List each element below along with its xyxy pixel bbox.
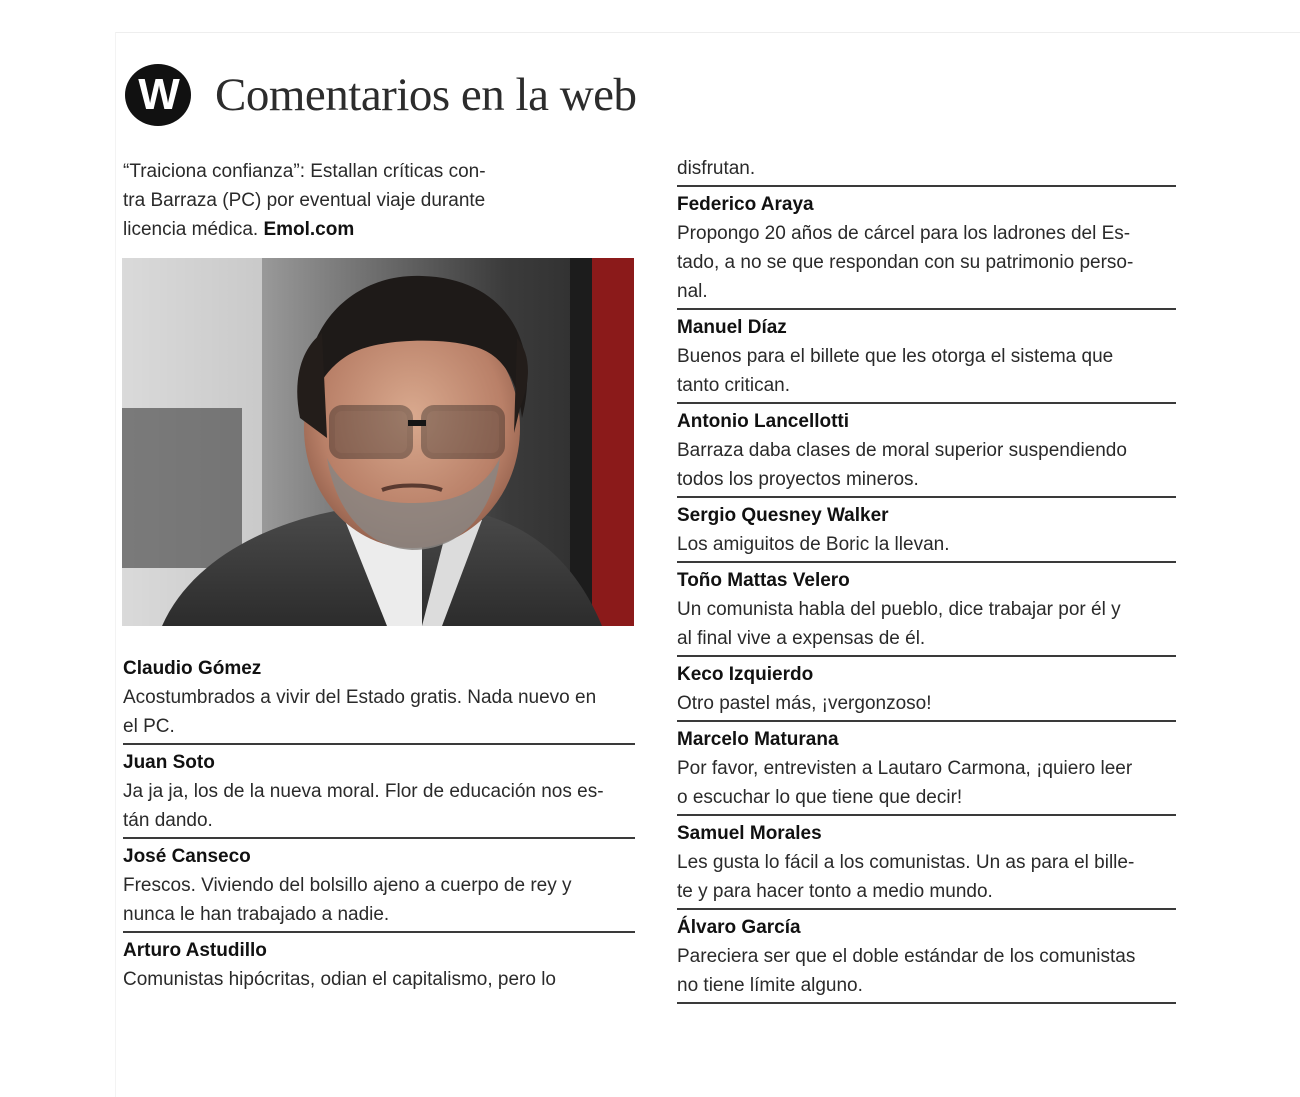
article-headline — [123, 157, 533, 244]
comment — [677, 661, 1176, 722]
comment-text: Propongo 20 años de cárcel para los ladrones del Es- tado, a no se que respondan con su patrimonio perso- nal. — [677, 223, 1134, 302]
comment-author: Juan Soto — [123, 752, 215, 773]
comment-text: Comunistas hipócritas, odian el capitalismo, pero lo — [123, 969, 556, 990]
comment-text: Acostumbrados a vivir del Estado gratis. Nada nuevo en el PC. — [123, 687, 597, 737]
comment-text: Los amiguitos de Boric la llevan. — [677, 534, 950, 555]
headline-line: “Traiciona confianza”: Estallan críticas con- — [123, 161, 486, 182]
comment-author: Sergio Quesney Walker — [677, 505, 889, 526]
section-header — [125, 64, 637, 126]
comment-text: Un comunista habla del pueblo, dice trabajar por él y al final vive a expensas de él. — [677, 599, 1121, 649]
comment-author: Álvaro García — [677, 917, 801, 938]
comment-author: Federico Araya — [677, 194, 814, 215]
portrait-photo — [122, 258, 634, 626]
portrait-illustration — [122, 258, 634, 626]
section-title: Comentarios en la web — [215, 69, 637, 121]
comment — [123, 749, 635, 839]
comment-text: Ja ja ja, los de la nueva moral. Flor de educación nos es- tán dando. — [123, 781, 604, 831]
comment-text: Pareciera ser que el doble estándar de los comunistas no tiene límite alguno. — [677, 946, 1136, 996]
comment-text: Buenos para el billete que les otorga el sistema que tanto critican. — [677, 346, 1114, 396]
comment — [123, 843, 635, 933]
comment — [677, 314, 1176, 404]
headline-line: licencia médica. — [123, 219, 264, 240]
comment-author: Claudio Gómez — [123, 658, 262, 679]
comment-text: Otro pastel más, ¡vergonzoso! — [677, 693, 932, 714]
comments-column-right — [677, 154, 1176, 1008]
comment-text: Barraza daba clases de moral superior suspendiendo todos los proyectos mineros. — [677, 440, 1127, 490]
comment-author: Marcelo Maturana — [677, 729, 839, 750]
comment-author: Antonio Lancellotti — [677, 411, 850, 432]
comment-author: Manuel Díaz — [677, 317, 787, 338]
comment — [677, 191, 1176, 310]
comment — [677, 726, 1176, 816]
comment-author: José Canseco — [123, 846, 251, 867]
comment-author: Arturo Astudillo — [123, 940, 267, 961]
article-source: Emol.com — [263, 219, 355, 240]
comment-text: Por favor, entrevisten a Lautaro Carmona, ¡quiero leer o escuchar lo que tiene que decir! — [677, 758, 1133, 808]
web-badge-icon: W — [125, 64, 191, 126]
comment-author: Samuel Morales — [677, 823, 822, 844]
headline-line: tra Barraza (PC) por eventual viaje durante — [123, 190, 486, 211]
comment — [677, 567, 1176, 657]
comment — [123, 937, 635, 996]
comment — [677, 914, 1176, 1004]
comment — [677, 408, 1176, 498]
comment-text: Les gusta lo fácil a los comunistas. Un as para el bille- te y para hacer tonto a medio mundo. — [677, 852, 1135, 902]
comment — [677, 502, 1176, 563]
comment-author: Toño Mattas Velero — [677, 570, 850, 591]
comments-column-left — [123, 655, 635, 1000]
comment — [123, 655, 635, 745]
comment — [677, 820, 1176, 910]
comment-text: Frescos. Viviendo del bolsillo ajeno a cuerpo de rey y nunca le han trabajado a nadie. — [123, 875, 572, 925]
comment-continuation: disfrutan. — [677, 154, 1176, 187]
comment-author: Keco Izquierdo — [677, 664, 814, 685]
